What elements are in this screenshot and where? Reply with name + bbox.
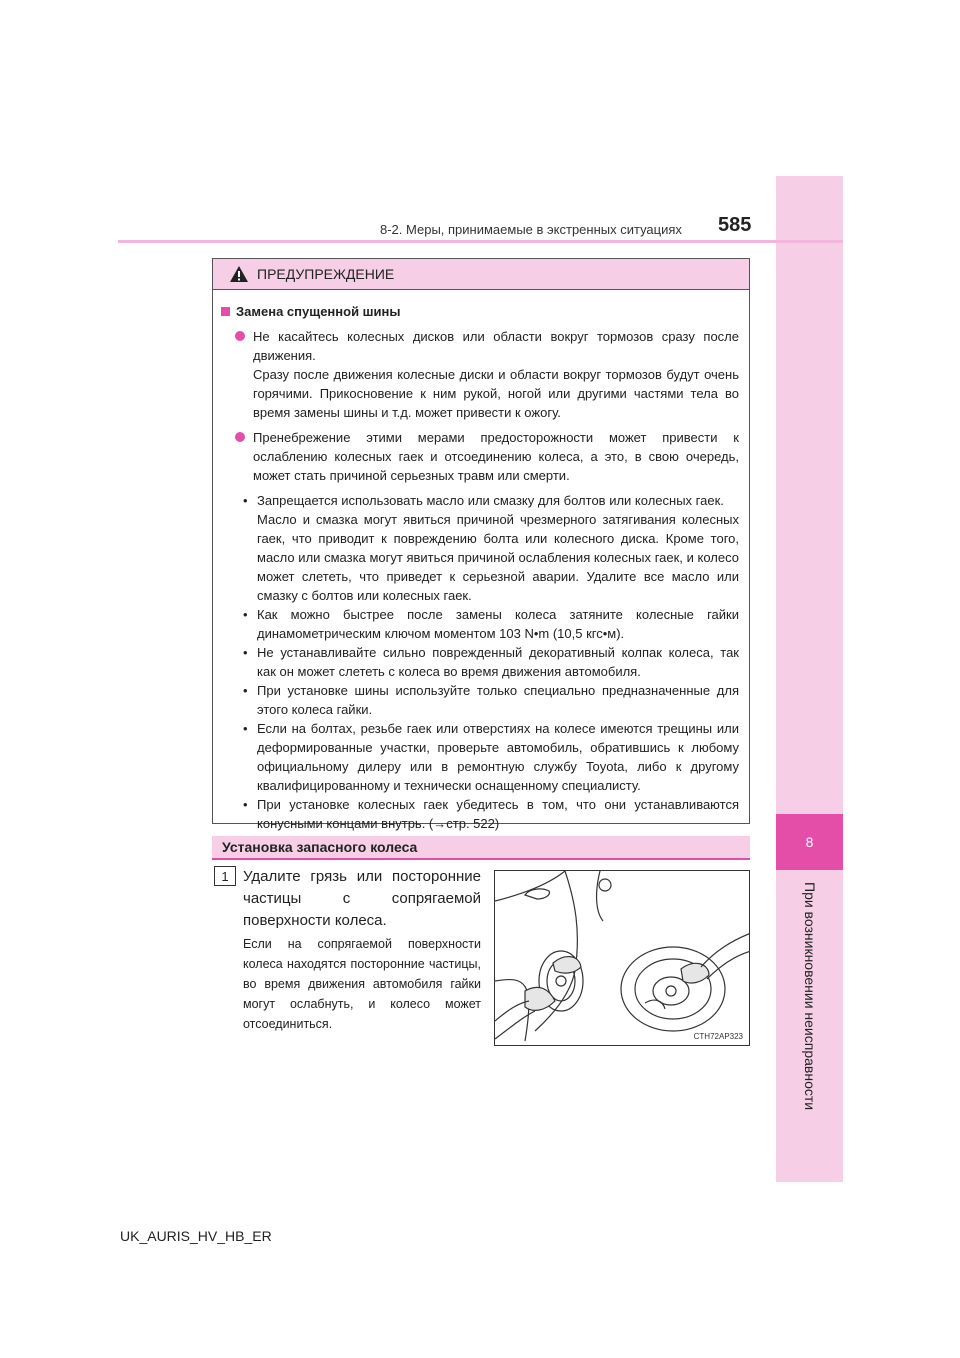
list-item [243,795,739,833]
list-item [243,719,739,795]
section-title-bar: Установка запасного колеса [212,836,750,860]
dot-mark-icon: • [243,645,248,660]
chapter-label: При возникновении неисправности [802,882,818,1111]
illustration-code: CTH72AP323 [693,1032,743,1041]
square-bullet-icon [221,307,230,316]
dot-mark-icon: • [243,797,248,812]
warning-section-title [221,302,739,321]
warning-bullet [235,428,739,485]
step-number-badge: 1 [214,866,236,886]
warning-section-title-text: Замена спущенной шины [236,304,401,319]
warning-triangle-icon [229,265,249,283]
circle-bullet-icon [235,331,245,341]
list-item [243,643,739,681]
page-number: 585 [718,214,752,236]
list-item-text: При установке колесных гаек убедитесь в том, что они устанавливаются конусными концами внутрь. (→стр. 522) [257,797,739,831]
list-item [243,491,739,605]
wheel-cleaning-drawing [495,871,750,1046]
list-item-text: Не устанавливайте сильно поврежденный декоративный колпак колеса, так как он может слететь с колеса во время движения автомобиля. [257,645,739,679]
warning-heading: ПРЕДУПРЕЖДЕНИЕ [257,266,395,282]
wheel-cleaning-illustration [494,870,750,1046]
warning-sub-list [243,491,739,833]
list-item-text: Запрещается использовать масло или смазку для болтов или колесных гаек. Масло и смазка могут явиться причиной чрезмерного затягивания колесных гаек, что приводит к повреждению болта или колесного диска. Кроме того, масло или смазка могут явиться причиной ослабления колесных гаек, и колесо может слететь, что приведет к серьезной аварии. Удалите все масло или смазку с болтов или колесных гаек. [257,493,739,603]
list-item [243,681,739,719]
warning-bullet-text: Не касайтесь колесных дисков или области вокруг тормозов сразу после движения. Сразу после движения колесные диски и области вокруг тормозов будут очень горячими. Прикосновение к ним рукой, ногой или другими частями тела во время замены шины и т.д. может привести к ожогу. [253,329,739,420]
warning-box [212,258,750,831]
header-divider [118,240,843,243]
chapter-number: 8 [776,814,843,870]
step-note: Если на сопрягаемой поверхности колеса находятся посторонние частицы, во время движения автомобиля гайки могут ослабнуть, и колесо может отсоединиться. [243,937,481,1031]
footer-code: UK_AURIS_HV_HB_ER [120,1228,272,1244]
list-item-text: Как можно быстрее после замены колеса затяните колесные гайки динамометрическим ключом моментом 103 N•m (10,5 кгс•м). [257,607,739,641]
warning-bullet-text: Пренебрежение этими мерами предосторожности может привести к ослаблению колесных гаек и отсоединению колеса, а это, в свою очередь, может стать причиной серьезных травм или смерти. [253,430,739,483]
dot-mark-icon: • [243,721,248,736]
circle-bullet-icon [235,432,245,442]
list-item-text: При установке шины используйте только специально предназначенные для этого колеса гайки. [257,683,739,717]
warning-body [213,290,749,833]
step-instruction: Удалите грязь или посторонние частицы с сопрягаемой поверхности колеса. [243,868,481,929]
warning-bullet [235,327,739,422]
dot-mark-icon: • [243,683,248,698]
dot-mark-icon: • [243,493,248,508]
dot-mark-icon: • [243,607,248,622]
warning-header [213,259,749,290]
list-item [243,605,739,643]
list-item-text: Если на болтах, резьбе гаек или отверстиях на колесе имеются трещины или деформированные участки, проверьте автомобиль, обратившись к любому официальному дилеру или в ремонтную службу Toyota, либо к другому квалифицированному и технически оснащенному специалисту. [257,721,739,793]
header-title: 8-2. Меры, принимаемые в экстренных ситуациях [380,222,682,237]
